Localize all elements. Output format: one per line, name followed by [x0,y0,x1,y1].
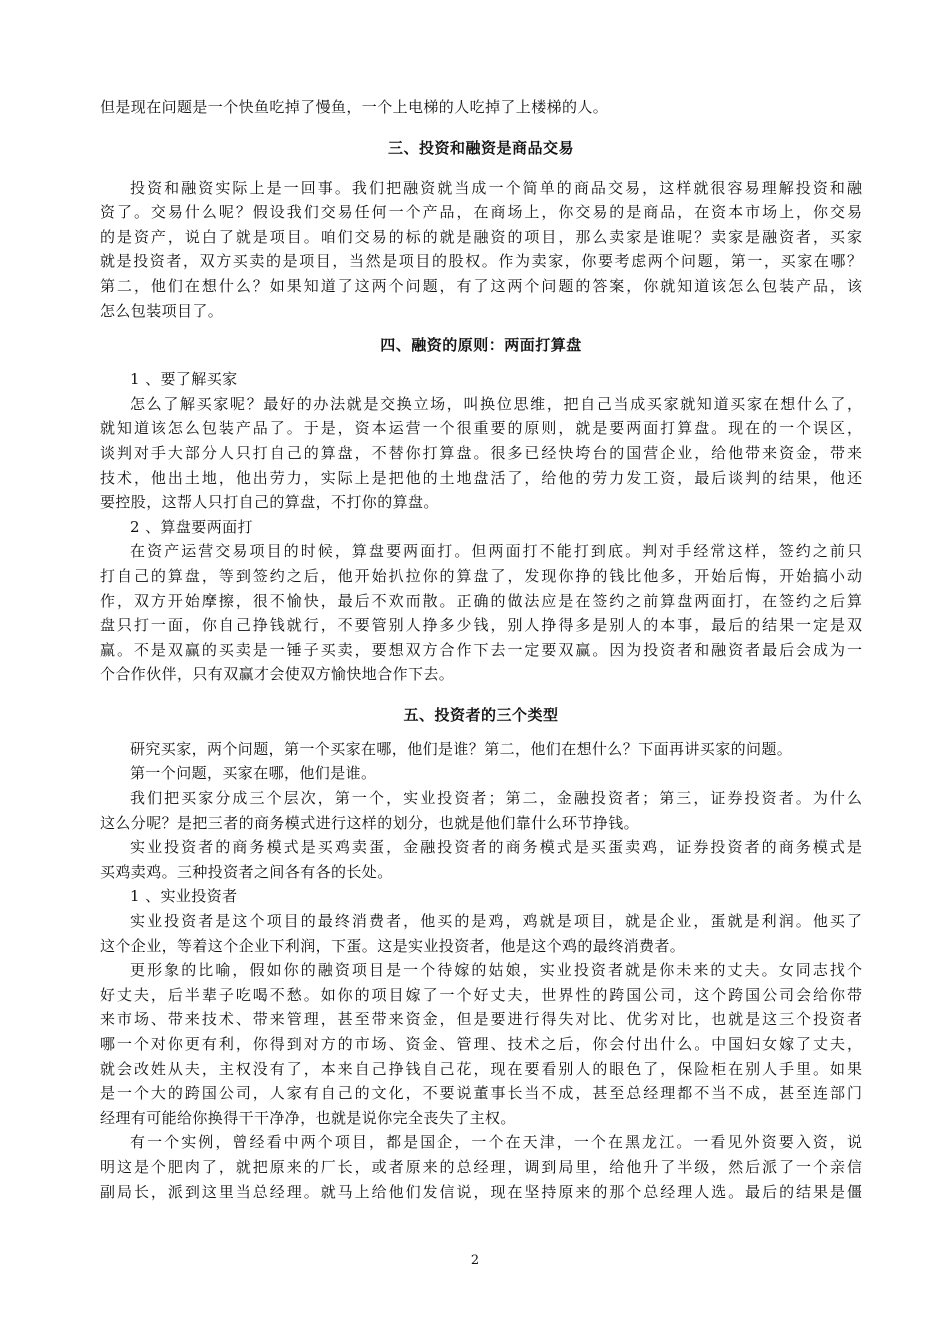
text-line: 好丈夫，后半辈子吃喝不愁。如你的项目嫁了一个好丈夫，世界性的跨国公司，这个跨国公司会给你带 [100,985,862,1004]
text-line: 经理有可能给你换得干干净净，也就是说你完全丧失了主权。 [100,1108,516,1127]
text-line: 怎么了解买家呢？最好的办法就是交换立场，叫换位思维，把自己当成买家就知道买家在想什么了， [130,394,862,413]
text-line: 第二，他们在想什么？如果知道了这两个问题，有了这两个问题的答案，你就知道该怎么包装产品，该 [100,276,862,295]
paragraph-metaphor [100,958,862,1130]
paragraph-example [100,1130,862,1204]
text-line: 这个企业，等着这个企业下利润，下蛋。这是实业投资者，他是这个鸡的最终消费者。 [100,936,686,955]
text-line: 副局长，派到这里当总经理。就马上给他们发信说，现在坚持原来的那个总经理人选。最后的结果是僵 [100,1182,862,1201]
text-line: 有一个实例，曾经看中两个项目，都是国企，一个在天津，一个在黑龙江。一看见外资要入资，说 [130,1133,862,1152]
text-line: 打自己的算盘，等到签约之后，他开始扒拉你的算盘了，发现你挣的钱比他多，开始后悔，开始搞小动 [100,566,862,585]
text-line: 个合作伙伴，只有双赢才会使双方愉快地合作下去。 [100,665,455,684]
section-heading-3: 三、投资和融资是商品交易 [387,138,574,157]
paragraph-two-sided [100,539,862,687]
text-line: 赢。不是双赢的买卖是一锤子买卖，要想双方合作下去一定要双赢。因为投资者和融资者最后会成为一 [100,640,862,659]
subheading-understand-buyer: 1 、要了解买家 [130,370,238,389]
text-line: 我们把买家分成三个层次，第一个，实业投资者；第二，金融投资者；第三，证券投资者。为什么 [130,789,862,808]
text-line: 要控股，这帮人只打自己的算盘，不打你的算盘。 [100,493,439,512]
paragraph-understand-buyer [100,392,862,515]
paragraph-trade [100,176,862,324]
section-heading-5: 五、投资者的三个类型 [403,705,559,724]
text-line: 就是投资者，双方买卖的是项目，当然是项目的股权。作为卖家，你要考虑两个问题，第一，买家在哪？ [100,252,862,271]
text-line: 更形象的比喻，假如你的融资项目是一个待嫁的姑娘，实业投资者就是你未来的丈夫。女同志找个 [130,961,862,980]
text-line: 哪一个对你更有利，你得到对方的市场、资金、管理、技术之后，你会付出什么。中国妇女嫁了丈夫， [100,1035,862,1053]
text-line: 实业投资者是这个项目的最终消费者，他买的是鸡，鸡就是项目，就是企业，蛋就是利润。他买了 [130,912,862,931]
paragraph-business-models [100,835,862,884]
page-number: 2 [470,1253,480,1268]
page-body [100,95,862,1204]
text-line: 技术，他出土地，他出劳力，实际上是把他的土地盘活了，给他的劳力发工资，最后谈判的结果，他还 [100,468,862,487]
text-line: 研究买家，两个问题，第一个买家在哪，他们是谁？第二，他们在想什么？下面再讲买家的问题。 [130,739,793,758]
text-line: 实业投资者的商务模式是买鸡卖蛋，金融投资者的商务模式是买蛋卖鸡，证券投资者的商务模式是 [130,838,862,857]
paragraph-industrial-investor [100,909,862,958]
subheading-industrial-investor: 1 、实业投资者 [130,887,238,906]
text-line: 资了。交易什么呢？假设我们交易任何一个产品，在商场上，你交易的是商品，在资本市场上，你交易 [100,203,862,222]
text-line: 在资产运营交易项目的时候，算盘要两面打。但两面打不能打到底。判对手经常这样，签约之前只 [130,542,862,561]
text-line: 作，双方开始摩擦，很不愉快，最后不欢而散。正确的做法应是在签约之前算盘两面打，在签约之后算 [100,591,862,610]
text-line: 但是现在问题是一个快鱼吃掉了慢鱼，一个上电梯的人吃掉了上楼梯的人。 [100,98,609,116]
text-line: 明这是个肥肉了，就把原来的厂长，或者原来的总经理，调到局里，给他升了半级，然后派了一个亲信 [100,1157,862,1176]
text-line: 买鸡卖鸡。三种投资者之间各有各的长处。 [100,862,393,881]
subheading-two-sided: 2 、算盘要两面打 [130,517,253,536]
text-line: 来市场、带来技术、带来管理，甚至带来资金，但是要进行得失对比、优劣对比，也就是这三个投资者 [100,1010,862,1029]
section-heading-4: 四、融资的原则：两面打算盘 [380,336,582,355]
text-line: 投资和融资实际上是一回事。我们把融资就当成一个简单的商品交易，这样就很容易理解投资和融 [130,178,862,197]
text-line: 就知道该怎么包装产品了。于是，资本运营一个很重要的原则，就是要两面打算盘。现在的一个误区， [100,419,862,438]
text-line: 就会改姓从夫，主权没有了，本来自己挣钱自己花，现在要看别人的眼色了，保险柜在别人手里。如果 [100,1059,862,1078]
text-line: 谈判对手大部分人只打自己的算盘，不替你打算盘。很多已经快垮台的国营企业，给他带来资金，带来 [100,443,862,462]
text-line: 怎么包装项目了。 [100,301,224,320]
text-line: 的是资产，说白了就是项目。咱们交易的标的就是融资的项目，那么卖家是谁呢？卖家是融资者，买家 [100,227,862,246]
text-line: 是一个大的跨国公司，人家有自己的文化，不要说董事长当不成，甚至总经理都不当不成，甚至连部门 [100,1084,862,1103]
text-line: 这么分呢？是把三者的商务模式进行这样的划分，也就是他们靠什么环节挣钱。 [100,813,640,832]
paragraph-three-levels [100,786,862,835]
text-line: 第一个问题，买家在哪，他们是谁。 [130,764,377,783]
text-line: 盘只打一面，你自己挣钱就行，不要管别人挣多少钱，别人挣得多是别人的本事，最后的结果一定是双 [100,616,862,635]
